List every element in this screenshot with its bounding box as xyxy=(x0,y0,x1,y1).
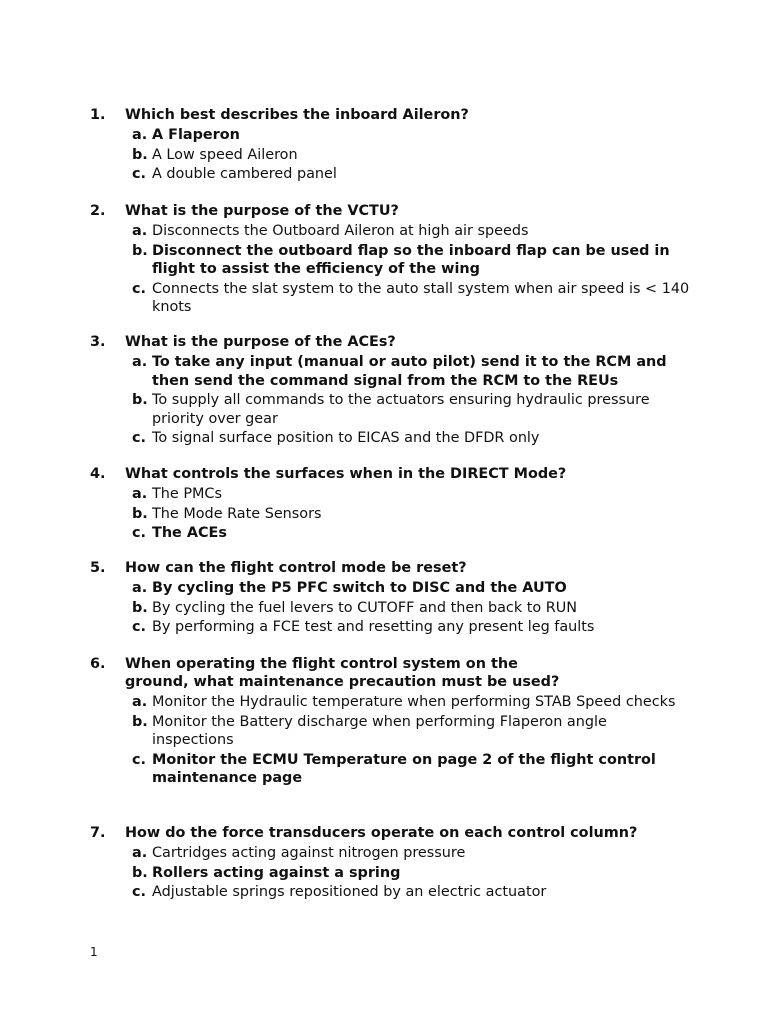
answer-option xyxy=(125,391,690,428)
option-letter: c. xyxy=(132,884,146,900)
question-text: How can the flight control mode be reset? xyxy=(125,560,467,576)
option-text: Monitor the Hydraulic temperature when performing STAB Speed checks xyxy=(152,694,676,710)
option-letter: b. xyxy=(132,242,148,259)
option-letter: c. xyxy=(132,525,146,541)
answer-option xyxy=(125,429,690,448)
option-letter: a. xyxy=(132,127,148,143)
page-number: 1 xyxy=(90,945,98,959)
option-letter: a. xyxy=(132,694,148,710)
answer-option xyxy=(125,524,690,543)
question-number: 2. xyxy=(90,203,106,219)
question-number: 6. xyxy=(90,656,106,672)
answer-option xyxy=(125,599,690,618)
answer-option xyxy=(125,883,690,902)
answer-option xyxy=(125,242,690,279)
option-letter: c. xyxy=(132,430,146,446)
option-text: By cycling the fuel levers to CUTOFF and then back to RUN xyxy=(152,599,578,616)
question-4 xyxy=(90,465,690,543)
question-text: What is the purpose of the VCTU? xyxy=(125,203,399,219)
option-letter: c. xyxy=(132,619,146,635)
option-text: Rollers acting against a spring xyxy=(152,864,401,881)
option-text: To supply all commands to the actuators ensuring hydraulic pressure priority over gear xyxy=(152,392,650,427)
option-text: Disconnect the outboard flap so the inboard flap can be used in flight to assist the efficiency of the wing xyxy=(152,242,670,277)
question-number: 4. xyxy=(90,466,106,482)
answer-option xyxy=(125,618,690,637)
question-6 xyxy=(90,655,560,691)
option-letter: b. xyxy=(132,713,148,730)
option-text: Monitor the Battery discharge when performing Flaperon angle inspections xyxy=(152,713,607,748)
question-3 xyxy=(90,333,690,448)
option-letter: b. xyxy=(132,392,148,408)
answer-option xyxy=(125,751,690,788)
answer-option xyxy=(125,146,690,165)
option-letter: a. xyxy=(132,486,148,502)
question-1 xyxy=(90,106,690,184)
question-text: How do the force transducers operate on each control column? xyxy=(125,825,638,841)
option-text: Adjustable springs repositioned by an electric actuator xyxy=(152,884,547,900)
question-5 xyxy=(90,559,690,637)
option-text: To take any input (manual or auto pilot) send it to the RCM and then send the command signal from the RCM to the REUs xyxy=(152,354,667,389)
answer-option xyxy=(125,165,690,184)
question-number: 5. xyxy=(90,560,106,576)
answer-option xyxy=(125,353,690,390)
answer-option xyxy=(125,713,690,750)
question-number: 3. xyxy=(90,334,106,350)
answer-option xyxy=(125,693,690,712)
option-text: By cycling the P5 PFC switch to DISC and the AUTO xyxy=(152,580,567,596)
option-text: The PMCs xyxy=(152,486,222,502)
question-text: Which best describes the inboard Aileron? xyxy=(125,107,469,123)
option-text: The Mode Rate Sensors xyxy=(152,505,322,522)
answer-option xyxy=(125,579,690,598)
option-letter: a. xyxy=(132,845,148,861)
option-text: A Flaperon xyxy=(152,127,240,143)
option-letter: a. xyxy=(132,223,148,239)
answer-option xyxy=(125,126,690,145)
option-letter: a. xyxy=(132,580,148,596)
question-text: What controls the surfaces when in the DIRECT Mode? xyxy=(125,466,567,482)
option-letter: c. xyxy=(132,751,146,768)
question-7 xyxy=(90,824,690,902)
option-text: Disconnects the Outboard Aileron at high air speeds xyxy=(152,223,529,239)
option-text: Monitor the ECMU Temperature on page 2 of the flight control maintenance page xyxy=(152,751,656,786)
option-letter: c. xyxy=(132,166,146,182)
option-letter: b. xyxy=(132,864,148,881)
answer-option xyxy=(125,280,690,317)
option-text: A double cambered panel xyxy=(152,166,337,182)
question-2 xyxy=(90,202,690,317)
question-6-options xyxy=(90,692,690,788)
option-letter: b. xyxy=(132,599,148,616)
question-text: When operating the flight control system on the ground, what maintenance precaution must be used? xyxy=(125,656,560,690)
option-text: A Low speed Aileron xyxy=(152,146,298,163)
option-letter: c. xyxy=(132,280,146,297)
option-letter: b. xyxy=(132,146,148,163)
answer-option xyxy=(125,864,690,883)
option-letter: a. xyxy=(132,354,148,370)
answer-option xyxy=(125,505,690,524)
option-text: Connects the slat system to the auto stall system when air speed is < 140 knots xyxy=(152,280,690,315)
option-text: The ACEs xyxy=(152,525,227,541)
option-text: To signal surface position to EICAS and the DFDR only xyxy=(152,430,540,446)
question-number: 1. xyxy=(90,107,106,123)
option-text: Cartridges acting against nitrogen pressure xyxy=(152,845,466,861)
answer-option xyxy=(125,222,690,241)
option-text: By performing a FCE test and resetting any present leg faults xyxy=(152,619,595,635)
answer-option xyxy=(125,485,690,504)
answer-option xyxy=(125,844,690,863)
option-letter: b. xyxy=(132,505,148,522)
question-text: What is the purpose of the ACEs? xyxy=(125,334,396,350)
question-number: 7. xyxy=(90,825,106,841)
